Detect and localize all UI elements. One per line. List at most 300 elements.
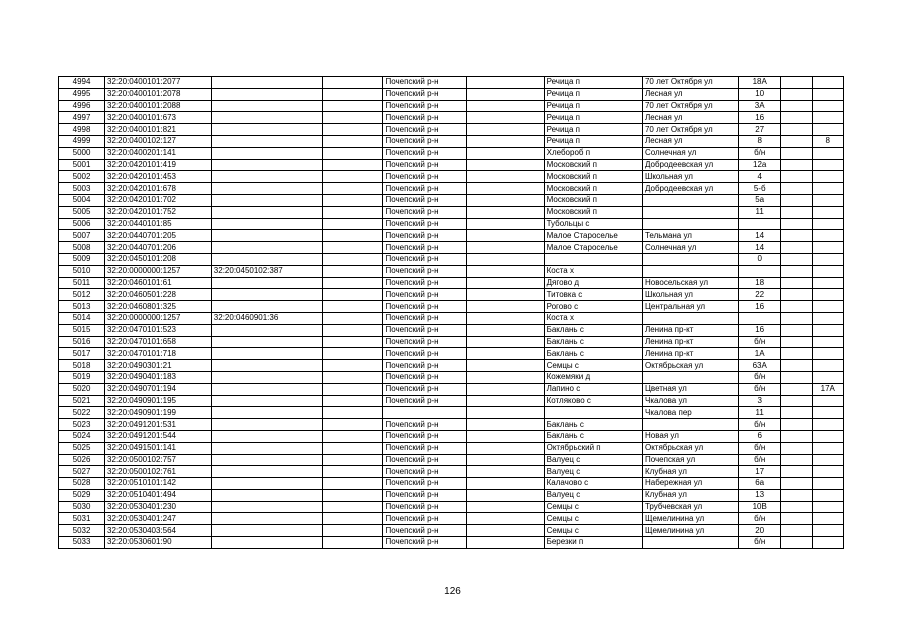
- table-cell: [642, 218, 738, 230]
- table-cell: [739, 218, 781, 230]
- table-cell: Октябрьская ул: [642, 360, 738, 372]
- table-cell: [781, 100, 812, 112]
- table-cell: 32:20:0420101:752: [105, 206, 212, 218]
- table-row: [59, 513, 844, 525]
- table-cell: Почепский р-н: [383, 159, 467, 171]
- table-cell: [642, 419, 738, 431]
- table-cell: [781, 147, 812, 159]
- table-cell: [812, 395, 843, 407]
- table-cell: [812, 454, 843, 466]
- table-cell: [211, 395, 322, 407]
- table-row: [59, 407, 844, 419]
- table-cell: [781, 419, 812, 431]
- table-cell: Почепский р-н: [383, 230, 467, 242]
- table-cell: Баклань с: [544, 430, 642, 442]
- table-cell: [812, 147, 843, 159]
- table-row: [59, 159, 844, 171]
- table-cell: [322, 336, 383, 348]
- table-cell: [467, 124, 544, 136]
- table-cell: 3А: [739, 100, 781, 112]
- table-cell: [812, 265, 843, 277]
- table-cell: 32:20:0470101:523: [105, 324, 212, 336]
- table-cell: [812, 501, 843, 513]
- table-cell: Почепская ул: [642, 454, 738, 466]
- table-cell: [467, 430, 544, 442]
- table-cell: 5005: [59, 206, 105, 218]
- table-cell: [322, 383, 383, 395]
- table-cell: [467, 206, 544, 218]
- table-cell: [322, 454, 383, 466]
- table-row: [59, 312, 844, 324]
- table-cell: [211, 147, 322, 159]
- table-row: [59, 289, 844, 301]
- table-cell: Ленина пр-кт: [642, 348, 738, 360]
- table-cell: Речица п: [544, 112, 642, 124]
- table-cell: [642, 371, 738, 383]
- table-cell: [322, 218, 383, 230]
- table-row: [59, 277, 844, 289]
- table-row: [59, 454, 844, 466]
- table-cell: 5027: [59, 466, 105, 478]
- table-cell: 5000: [59, 147, 105, 159]
- table-cell: [322, 289, 383, 301]
- table-cell: [812, 360, 843, 372]
- table-cell: 5023: [59, 419, 105, 431]
- table-cell: [467, 135, 544, 147]
- table-cell: 5а: [739, 194, 781, 206]
- table-cell: [467, 265, 544, 277]
- table-cell: [322, 489, 383, 501]
- table-cell: 32:20:0491201:531: [105, 419, 212, 431]
- table-cell: Семцы с: [544, 513, 642, 525]
- table-cell: Речица п: [544, 100, 642, 112]
- table-row: [59, 88, 844, 100]
- table-cell: [211, 277, 322, 289]
- table-cell: [211, 171, 322, 183]
- table-cell: [211, 336, 322, 348]
- table-row: [59, 336, 844, 348]
- table-cell: Титовка с: [544, 289, 642, 301]
- table-cell: [211, 230, 322, 242]
- table-cell: [211, 466, 322, 478]
- table-cell: [322, 301, 383, 313]
- table-cell: Набережная ул: [642, 478, 738, 490]
- table-cell: Баклань с: [544, 348, 642, 360]
- table-cell: [812, 206, 843, 218]
- table-cell: [211, 489, 322, 501]
- table-cell: Речица п: [544, 88, 642, 100]
- table-cell: [812, 218, 843, 230]
- table-cell: Семцы с: [544, 501, 642, 513]
- table-cell: [544, 407, 642, 419]
- table-row: [59, 206, 844, 218]
- table-cell: Октябрьский п: [544, 442, 642, 454]
- table-cell: [781, 289, 812, 301]
- table-cell: [812, 525, 843, 537]
- table-cell: [211, 383, 322, 395]
- table-cell: Ленина пр-кт: [642, 324, 738, 336]
- table-cell: [211, 77, 322, 89]
- table-cell: Почепский р-н: [383, 348, 467, 360]
- table-cell: [781, 360, 812, 372]
- table-cell: [467, 77, 544, 89]
- table-body: [59, 77, 844, 549]
- table-cell: [781, 194, 812, 206]
- table-cell: Солнечная ул: [642, 147, 738, 159]
- table-cell: Котляково с: [544, 395, 642, 407]
- table-cell: б/н: [739, 454, 781, 466]
- table-cell: Валуец с: [544, 454, 642, 466]
- table-cell: [467, 88, 544, 100]
- table-cell: [467, 159, 544, 171]
- table-cell: 5011: [59, 277, 105, 289]
- table-cell: Почепский р-н: [383, 501, 467, 513]
- table-cell: Московский п: [544, 206, 642, 218]
- table-cell: 6а: [739, 478, 781, 490]
- table-cell: Почепский р-н: [383, 206, 467, 218]
- table-cell: Почепский р-н: [383, 324, 467, 336]
- table-cell: 32:20:0470101:658: [105, 336, 212, 348]
- table-cell: [211, 100, 322, 112]
- table-cell: [467, 383, 544, 395]
- table-cell: [211, 112, 322, 124]
- table-cell: Чкалова пер: [642, 407, 738, 419]
- table-cell: [781, 253, 812, 265]
- table-cell: Московский п: [544, 194, 642, 206]
- table-cell: 5028: [59, 478, 105, 490]
- table-cell: 32:20:0400101:821: [105, 124, 212, 136]
- table-cell: 5030: [59, 501, 105, 513]
- table-cell: Почепский р-н: [383, 253, 467, 265]
- table-row: [59, 124, 844, 136]
- table-cell: Коста х: [544, 312, 642, 324]
- table-cell: Щемелинина ул: [642, 513, 738, 525]
- table-cell: 32:20:0500102:761: [105, 466, 212, 478]
- table-row: [59, 112, 844, 124]
- table-cell: 32:20:0400101:673: [105, 112, 212, 124]
- table-cell: 12а: [739, 159, 781, 171]
- table-cell: [467, 360, 544, 372]
- table-cell: 10В: [739, 501, 781, 513]
- table-cell: б/н: [739, 147, 781, 159]
- table-cell: [211, 454, 322, 466]
- table-cell: [211, 371, 322, 383]
- table-cell: 32:20:0530401:230: [105, 501, 212, 513]
- table-row: [59, 230, 844, 242]
- table-cell: Школьная ул: [642, 171, 738, 183]
- table-cell: 11: [739, 206, 781, 218]
- table-cell: [383, 407, 467, 419]
- table-row: [59, 265, 844, 277]
- table-cell: [322, 100, 383, 112]
- table-cell: 32:20:0510401:494: [105, 489, 212, 501]
- table-cell: [211, 525, 322, 537]
- table-cell: [781, 124, 812, 136]
- table-cell: 32:20:0490301:21: [105, 360, 212, 372]
- table-cell: Почепский р-н: [383, 430, 467, 442]
- table-cell: 32:20:0460801:325: [105, 301, 212, 313]
- table-cell: [781, 513, 812, 525]
- table-row: [59, 489, 844, 501]
- table-cell: [322, 135, 383, 147]
- table-cell: [322, 242, 383, 254]
- table-cell: [544, 253, 642, 265]
- table-cell: Почепский р-н: [383, 513, 467, 525]
- table-cell: [467, 312, 544, 324]
- table-cell: [467, 395, 544, 407]
- table-cell: [211, 513, 322, 525]
- table-row: [59, 537, 844, 549]
- table-cell: 5019: [59, 371, 105, 383]
- table-cell: [467, 100, 544, 112]
- table-cell: [211, 348, 322, 360]
- table-cell: [322, 265, 383, 277]
- table-cell: 6: [739, 430, 781, 442]
- table-cell: Почепский р-н: [383, 525, 467, 537]
- table-cell: [322, 419, 383, 431]
- table-cell: 32:20:0400101:2078: [105, 88, 212, 100]
- table-cell: [467, 501, 544, 513]
- table-cell: Малое Староселье: [544, 242, 642, 254]
- table-cell: [322, 501, 383, 513]
- table-cell: [322, 206, 383, 218]
- table-cell: [322, 430, 383, 442]
- table-row: [59, 194, 844, 206]
- table-cell: Московский п: [544, 183, 642, 195]
- table-cell: 5003: [59, 183, 105, 195]
- table-cell: 5022: [59, 407, 105, 419]
- table-cell: [211, 183, 322, 195]
- table-cell: 5008: [59, 242, 105, 254]
- table-cell: 5018: [59, 360, 105, 372]
- table-cell: Малое Староселье: [544, 230, 642, 242]
- table-cell: [812, 242, 843, 254]
- table-cell: 17А: [812, 383, 843, 395]
- table-cell: [467, 242, 544, 254]
- table-cell: Почепский р-н: [383, 289, 467, 301]
- table-cell: 4997: [59, 112, 105, 124]
- table-cell: [467, 348, 544, 360]
- table-cell: [781, 206, 812, 218]
- table-cell: [467, 277, 544, 289]
- table-cell: [781, 454, 812, 466]
- table-cell: 32:20:0490901:195: [105, 395, 212, 407]
- table-cell: Московский п: [544, 159, 642, 171]
- table-cell: Почепский р-н: [383, 265, 467, 277]
- table-cell: 32:20:0500102:757: [105, 454, 212, 466]
- table-cell: [739, 312, 781, 324]
- table-cell: [812, 88, 843, 100]
- table-cell: [812, 277, 843, 289]
- table-cell: [781, 183, 812, 195]
- table-cell: 5020: [59, 383, 105, 395]
- table-cell: 5001: [59, 159, 105, 171]
- table-cell: Почепский р-н: [383, 242, 467, 254]
- table-cell: [812, 466, 843, 478]
- table-cell: 32:20:0470101:718: [105, 348, 212, 360]
- table-cell: 32:20:0420101:678: [105, 183, 212, 195]
- table-cell: [322, 194, 383, 206]
- table-cell: Баклань с: [544, 419, 642, 431]
- table-cell: Центральная ул: [642, 301, 738, 313]
- table-cell: [812, 194, 843, 206]
- table-cell: [467, 112, 544, 124]
- table-cell: [211, 442, 322, 454]
- table-cell: Добродеевская ул: [642, 183, 738, 195]
- table-row: [59, 501, 844, 513]
- table-cell: 63А: [739, 360, 781, 372]
- table-cell: [781, 242, 812, 254]
- table-cell: [781, 466, 812, 478]
- table-row: [59, 525, 844, 537]
- table-cell: [781, 230, 812, 242]
- table-cell: 4999: [59, 135, 105, 147]
- table-cell: Речица п: [544, 77, 642, 89]
- table-row: [59, 478, 844, 490]
- table-cell: [642, 206, 738, 218]
- table-cell: [467, 489, 544, 501]
- table-cell: [781, 537, 812, 549]
- table-cell: 5002: [59, 171, 105, 183]
- table-cell: 32:20:0491201:544: [105, 430, 212, 442]
- page-number: 126: [444, 586, 461, 597]
- table-row: [59, 135, 844, 147]
- table-cell: Солнечная ул: [642, 242, 738, 254]
- table-cell: [812, 419, 843, 431]
- table-cell: Лесная ул: [642, 112, 738, 124]
- table-cell: Валуец с: [544, 489, 642, 501]
- table-cell: 5033: [59, 537, 105, 549]
- table-cell: Лесная ул: [642, 88, 738, 100]
- table-cell: б/н: [739, 336, 781, 348]
- table-cell: [781, 395, 812, 407]
- table-cell: 32:20:0490901:199: [105, 407, 212, 419]
- table-cell: 27: [739, 124, 781, 136]
- table-cell: [812, 442, 843, 454]
- table-cell: [812, 253, 843, 265]
- table-cell: 4996: [59, 100, 105, 112]
- table-cell: Коста х: [544, 265, 642, 277]
- table-cell: [642, 537, 738, 549]
- table-row: [59, 371, 844, 383]
- table-cell: 10: [739, 88, 781, 100]
- table-cell: [812, 371, 843, 383]
- table-cell: [642, 253, 738, 265]
- table-cell: 32:20:0530601:90: [105, 537, 212, 549]
- table-cell: 5014: [59, 312, 105, 324]
- table-cell: [467, 454, 544, 466]
- table-cell: 32:20:0460101:61: [105, 277, 212, 289]
- table-cell: [812, 430, 843, 442]
- table-cell: Почепский р-н: [383, 312, 467, 324]
- table-cell: Баклань с: [544, 324, 642, 336]
- table-cell: 4998: [59, 124, 105, 136]
- table-cell: [467, 194, 544, 206]
- table-cell: Речица п: [544, 135, 642, 147]
- table-cell: б/н: [739, 371, 781, 383]
- table-cell: Почепский р-н: [383, 371, 467, 383]
- document-sheet: [58, 76, 844, 549]
- table-cell: 5004: [59, 194, 105, 206]
- table-cell: 32:20:0530401:247: [105, 513, 212, 525]
- table-cell: [781, 383, 812, 395]
- table-cell: 5009: [59, 253, 105, 265]
- table-cell: [781, 88, 812, 100]
- table-cell: [781, 218, 812, 230]
- table-cell: 5-б: [739, 183, 781, 195]
- table-cell: 5025: [59, 442, 105, 454]
- table-cell: Кожемяки д: [544, 371, 642, 383]
- table-cell: [322, 442, 383, 454]
- table-cell: 5017: [59, 348, 105, 360]
- table-cell: [467, 525, 544, 537]
- table-cell: [812, 489, 843, 501]
- table-cell: [781, 324, 812, 336]
- table-cell: [812, 324, 843, 336]
- table-cell: Почепский р-н: [383, 301, 467, 313]
- table-cell: [812, 312, 843, 324]
- table-cell: [322, 253, 383, 265]
- table-cell: 17: [739, 466, 781, 478]
- table-cell: 32:20:0400101:2077: [105, 77, 212, 89]
- table-cell: Хлебороб п: [544, 147, 642, 159]
- table-cell: 4: [739, 171, 781, 183]
- table-row: [59, 442, 844, 454]
- table-row: [59, 466, 844, 478]
- table-cell: [812, 513, 843, 525]
- table-row: [59, 360, 844, 372]
- table-cell: [812, 171, 843, 183]
- table-cell: Почепский р-н: [383, 454, 467, 466]
- table-cell: [322, 77, 383, 89]
- table-cell: [467, 218, 544, 230]
- table-cell: Березки п: [544, 537, 642, 549]
- table-cell: Семцы с: [544, 525, 642, 537]
- table-cell: 8: [812, 135, 843, 147]
- table-cell: Почепский р-н: [383, 147, 467, 159]
- table-cell: [467, 324, 544, 336]
- table-cell: [781, 112, 812, 124]
- table-cell: [322, 525, 383, 537]
- table-cell: 5013: [59, 301, 105, 313]
- table-cell: 16: [739, 112, 781, 124]
- table-cell: 5015: [59, 324, 105, 336]
- table-cell: [467, 478, 544, 490]
- table-cell: б/н: [739, 513, 781, 525]
- table-cell: [211, 419, 322, 431]
- table-cell: 13: [739, 489, 781, 501]
- table-cell: [781, 407, 812, 419]
- table-cell: 18: [739, 277, 781, 289]
- table-cell: [467, 336, 544, 348]
- table-cell: [781, 501, 812, 513]
- table-cell: Рогово с: [544, 301, 642, 313]
- table-cell: [322, 277, 383, 289]
- table-cell: 20: [739, 525, 781, 537]
- table-cell: 4995: [59, 88, 105, 100]
- table-cell: [322, 348, 383, 360]
- table-cell: [322, 230, 383, 242]
- table-cell: 22: [739, 289, 781, 301]
- table-cell: 70 лет Октября ул: [642, 124, 738, 136]
- table-cell: [211, 324, 322, 336]
- table-cell: 3: [739, 395, 781, 407]
- table-cell: Почепский р-н: [383, 489, 467, 501]
- table-cell: [467, 230, 544, 242]
- table-row: [59, 253, 844, 265]
- table-cell: [781, 371, 812, 383]
- table-cell: [467, 183, 544, 195]
